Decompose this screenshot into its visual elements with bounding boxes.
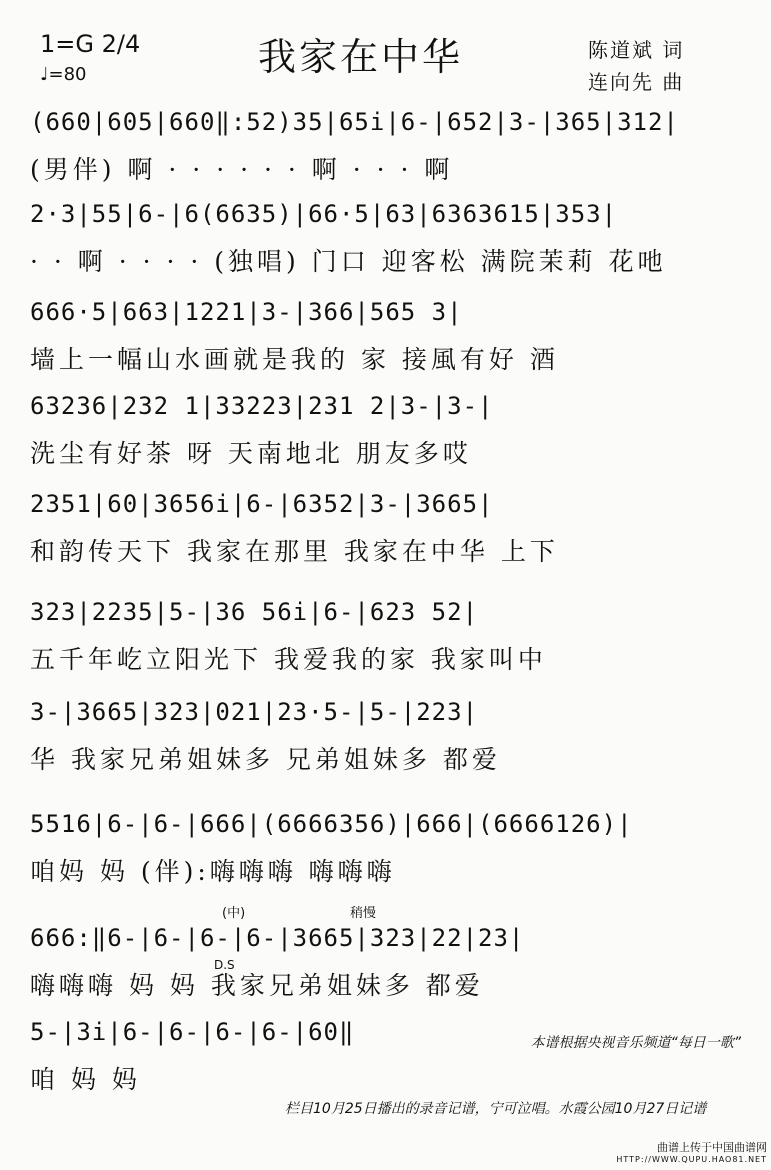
- tempo-mark: ♩=80: [40, 64, 87, 85]
- notation-row: 5516|6-|6-|666|(6666356)|666|(6666126)|: [30, 810, 633, 838]
- tempo-change-mark: 稍慢: [350, 906, 377, 921]
- composer-credit: 连向先 曲: [588, 70, 685, 94]
- lyrics-row: 咱妈 妈 (伴):嗨嗨嗨 嗨嗨嗨: [30, 857, 396, 886]
- ds-mark: D.S: [214, 958, 235, 972]
- notation-row: (660|605|660‖:52)35|65i|6-|652|3-|365|312|: [30, 108, 679, 136]
- lyrics-row: 咱 妈 妈: [30, 1065, 141, 1094]
- site-footer: [616, 1142, 767, 1166]
- notation-row: 323|2235|5-|36 56i|6-|623 52|: [30, 598, 479, 626]
- transcription-note: 栏目10月25日播出的录音记谱，宁可泣唱。水霞公园10月27日记谱: [285, 1101, 707, 1117]
- lyrics-row: 华 我家兄弟姐妹多 兄弟姐妹多 都爱: [30, 745, 501, 774]
- notation-row: 5-|3i|6-|6-|6-|6-|60‖: [30, 1018, 355, 1046]
- lyricist-credit: 陈道斌 词: [588, 38, 685, 62]
- notation-row: 63236|232 1|33223|231 2|3-|3-|: [30, 392, 494, 420]
- coda-mark: (中): [222, 906, 246, 921]
- lyrics-row: 嗨嗨嗨 妈 妈 我家兄弟姐妹多 都爱: [30, 971, 484, 1000]
- notation-row: 2351|60|3656i|6-|6352|3-|3665|: [30, 490, 494, 518]
- lyrics-row: 洗尘有好茶 呀 天南地北 朋友多哎: [30, 439, 472, 468]
- footer-url: HTTP://WWW.QUPU.HAO81.NET: [616, 1155, 767, 1164]
- notation-row: 2·3|55|6-|6(6635)|66·5|63|6363615|353|: [30, 200, 618, 228]
- notation-row: 666:‖6-|6-|6-|6-|3665|323|22|23|: [30, 924, 525, 952]
- notation-row: 3-|3665|323|021|23·5-|5-|223|: [30, 698, 479, 726]
- lyrics-row: 五千年屹立阳光下 我爱我的家 我家叫中: [30, 645, 547, 674]
- footer-site-name: 曲谱上传于中国曲谱网: [657, 1141, 767, 1154]
- key-signature: 1=G 2/4: [40, 30, 141, 58]
- lyrics-row: (男伴) 啊 · · · · · · 啊 · · · 啊: [30, 155, 454, 184]
- notation-row: 666·5|663|1221|3-|366|565 3|: [30, 298, 463, 326]
- source-note: 本谱根据央视音乐频道“每日一歌”: [530, 1035, 741, 1051]
- lyrics-row: · · 啊 · · · · (独唱) 门口 迎客松 满院茉莉 花吔: [30, 247, 667, 276]
- song-title: 我家在中华: [258, 35, 464, 79]
- lyrics-row: 墙上一幅山水画就是我的 家 接風有好 酒: [30, 345, 559, 374]
- lyrics-row: 和韵传天下 我家在那里 我家在中华 上下: [30, 537, 559, 566]
